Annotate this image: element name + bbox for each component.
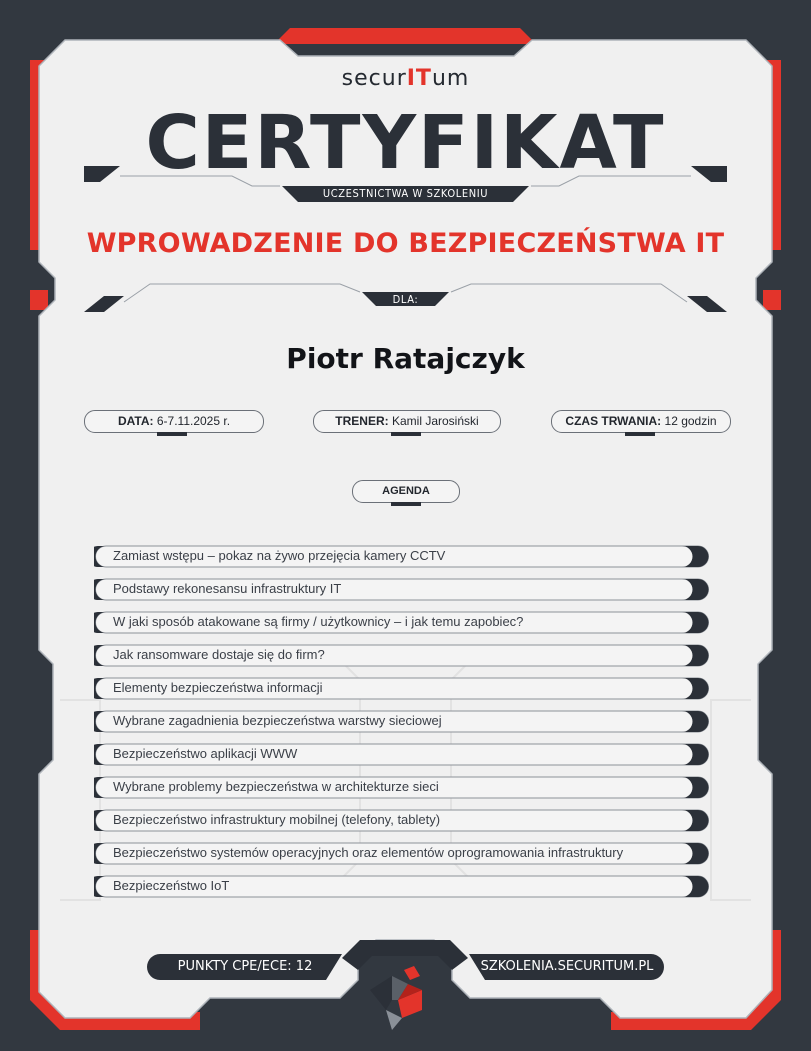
cpe-points: PUNKTY CPE/ECE: 12 — [177, 959, 313, 974]
agenda-item-text: Bezpieczeństwo infrastruktury mobilnej (telefony, tablety) — [113, 812, 441, 827]
agenda-heading: AGENDA — [352, 480, 460, 503]
agenda-item-text: Jak ransomware dostaje się do firm? — [113, 647, 325, 662]
agenda-item — [94, 710, 718, 733]
course-title: WPROWADZENIE DO BEZPIECZEŃSTWA IT — [86, 228, 725, 259]
agenda-item — [94, 644, 718, 667]
agenda-item-text: Wybrane zagadnienia bezpieczeństwa warstwy sieciowej — [113, 713, 442, 728]
agenda-item — [94, 842, 718, 865]
website-link[interactable]: SZKOLENIA.SECURITUM.PL — [480, 959, 654, 974]
trainer-pill — [313, 410, 501, 433]
securitum-mark-icon — [370, 966, 422, 1030]
agenda-item — [94, 743, 718, 766]
agenda-item-text: Bezpieczeństwo IoT — [113, 878, 230, 893]
date-pill — [84, 410, 264, 433]
date-pill-tab — [157, 432, 187, 436]
trainer-label: TRENER: — [335, 414, 389, 428]
agenda-item — [94, 875, 718, 898]
agenda-item-text: Bezpieczeństwo systemów operacyjnych oraz elementów oprogramowania infrastruktury — [113, 845, 624, 860]
agenda-item-text: Podstawy rekonesansu infrastruktury IT — [113, 581, 342, 596]
trainer-pill-tab — [391, 432, 421, 436]
logo-accent: IT — [406, 66, 432, 91]
agenda-item — [94, 578, 718, 601]
logo-prefix: secur — [341, 66, 407, 91]
agenda-item-text: Elementy bezpieczeństwa informacji — [113, 680, 323, 695]
trainer-value: Kamil Jarosiński — [391, 414, 479, 428]
for-label: DLA: — [392, 293, 419, 306]
certificate-title: CERTYFIKAT — [145, 100, 666, 186]
securitum-logo — [0, 66, 811, 91]
agenda-item-text: W jaki sposób atakowane są firmy / użytkownicy – i jak temu zapobiec? — [113, 614, 524, 629]
agenda-heading-tab — [391, 502, 421, 506]
date-value: 6-7.11.2025 r. — [156, 414, 231, 428]
logo-suffix: um — [431, 66, 470, 91]
recipient-name: Piotr Ratajczyk — [286, 342, 525, 375]
duration-value: 12 godzin — [664, 414, 717, 428]
agenda-item-text: Zamiast wstępu – pokaz na żywo przejęcia kamery CCTV — [113, 548, 446, 563]
certificate-subtitle: UCZESTNICTWA W SZKOLENIU — [322, 187, 489, 200]
agenda-item — [94, 611, 718, 634]
agenda-item — [94, 545, 718, 568]
agenda-item-text: Bezpieczeństwo aplikacji WWW — [113, 746, 298, 761]
agenda-item — [94, 809, 718, 832]
agenda-item — [94, 677, 718, 700]
agenda-item-text: Wybrane problemy bezpieczeństwa w architekturze sieci — [113, 779, 439, 794]
agenda-item — [94, 776, 718, 799]
duration-pill — [551, 410, 731, 433]
date-label: DATA: — [117, 414, 154, 428]
duration-label: CZAS TRWANIA: — [565, 414, 662, 428]
duration-pill-tab — [625, 432, 655, 436]
